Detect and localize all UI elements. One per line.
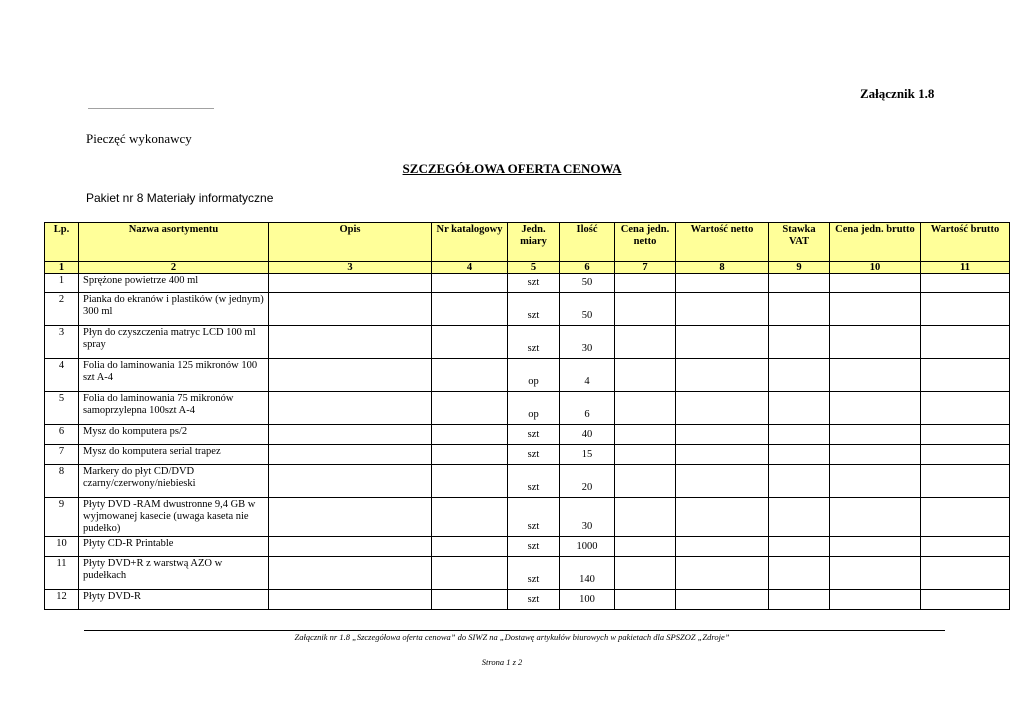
description-cell bbox=[269, 392, 432, 425]
quantity: 20 bbox=[560, 465, 615, 498]
column-number: 6 bbox=[560, 262, 615, 274]
unit-of-measure: szt bbox=[508, 498, 560, 537]
column-header: Ilość bbox=[560, 223, 615, 262]
column-header: Cena jedn. netto bbox=[615, 223, 676, 262]
net-value-cell bbox=[676, 274, 769, 293]
quantity: 6 bbox=[560, 392, 615, 425]
unit-gross-price-cell bbox=[830, 274, 921, 293]
gross-value-cell bbox=[921, 537, 1010, 557]
table-row bbox=[45, 274, 1010, 293]
description-cell bbox=[269, 293, 432, 326]
vat-rate-cell bbox=[769, 392, 830, 425]
description-cell bbox=[269, 537, 432, 557]
table-row bbox=[45, 326, 1010, 359]
description-cell bbox=[269, 425, 432, 445]
quantity: 30 bbox=[560, 326, 615, 359]
unit-gross-price-cell bbox=[830, 425, 921, 445]
annex-label: Załącznik 1.8 bbox=[860, 86, 935, 101]
row-number: 4 bbox=[45, 359, 79, 392]
table-row bbox=[45, 392, 1010, 425]
unit-gross-price-cell bbox=[830, 557, 921, 590]
gross-value-cell bbox=[921, 445, 1010, 465]
item-name: Płyty DVD-R bbox=[79, 590, 269, 610]
unit-gross-price-cell bbox=[830, 590, 921, 610]
quantity: 1000 bbox=[560, 537, 615, 557]
gross-value-cell bbox=[921, 465, 1010, 498]
item-name: Pianka do ekranów i plastików (w jednym) 300 ml bbox=[79, 293, 269, 326]
unit-of-measure: szt bbox=[508, 590, 560, 610]
quantity: 140 bbox=[560, 557, 615, 590]
column-number: 9 bbox=[769, 262, 830, 274]
column-number: 8 bbox=[676, 262, 769, 274]
unit-gross-price-cell bbox=[830, 498, 921, 537]
description-cell bbox=[269, 465, 432, 498]
unit-of-measure: szt bbox=[508, 465, 560, 498]
vat-rate-cell bbox=[769, 445, 830, 465]
description-cell bbox=[269, 274, 432, 293]
gross-value-cell bbox=[921, 359, 1010, 392]
item-name: Folia do laminowania 125 mikronów 100 szt A-4 bbox=[79, 359, 269, 392]
row-number: 9 bbox=[45, 498, 79, 537]
unit-of-measure: szt bbox=[508, 293, 560, 326]
stamp-dotted-line: ............................................................... bbox=[88, 102, 214, 111]
gross-value-cell bbox=[921, 425, 1010, 445]
vat-rate-cell bbox=[769, 425, 830, 445]
catalog-number-cell bbox=[432, 274, 508, 293]
column-number: 5 bbox=[508, 262, 560, 274]
net-value-cell bbox=[676, 326, 769, 359]
description-cell bbox=[269, 557, 432, 590]
unit-net-price-cell bbox=[615, 557, 676, 590]
quantity: 100 bbox=[560, 590, 615, 610]
vat-rate-cell bbox=[769, 293, 830, 326]
item-name: Sprężone powietrze 400 ml bbox=[79, 274, 269, 293]
column-number: 7 bbox=[615, 262, 676, 274]
quantity: 4 bbox=[560, 359, 615, 392]
column-header: Wartość brutto bbox=[921, 223, 1010, 262]
item-name: Markery do płyt CD/DVD czarny/czerwony/niebieski bbox=[79, 465, 269, 498]
net-value-cell bbox=[676, 537, 769, 557]
column-header: Opis bbox=[269, 223, 432, 262]
unit-net-price-cell bbox=[615, 425, 676, 445]
description-cell bbox=[269, 326, 432, 359]
unit-net-price-cell bbox=[615, 445, 676, 465]
catalog-number-cell bbox=[432, 557, 508, 590]
description-cell bbox=[269, 445, 432, 465]
unit-net-price-cell bbox=[615, 465, 676, 498]
table-row bbox=[45, 465, 1010, 498]
table-row bbox=[45, 445, 1010, 465]
column-header: Nazwa asortymentu bbox=[79, 223, 269, 262]
net-value-cell bbox=[676, 359, 769, 392]
item-name: Folia do laminowania 75 mikronów samoprzylepna 100szt A-4 bbox=[79, 392, 269, 425]
unit-net-price-cell bbox=[615, 392, 676, 425]
net-value-cell bbox=[676, 557, 769, 590]
vat-rate-cell bbox=[769, 274, 830, 293]
row-number: 3 bbox=[45, 326, 79, 359]
item-name: Płyty CD-R Printable bbox=[79, 537, 269, 557]
vat-rate-cell bbox=[769, 590, 830, 610]
column-number: 3 bbox=[269, 262, 432, 274]
unit-gross-price-cell bbox=[830, 293, 921, 326]
catalog-number-cell bbox=[432, 425, 508, 445]
item-name: Mysz do komputera serial trapez bbox=[79, 445, 269, 465]
unit-of-measure: szt bbox=[508, 326, 560, 359]
quantity: 50 bbox=[560, 293, 615, 326]
unit-net-price-cell bbox=[615, 498, 676, 537]
vat-rate-cell bbox=[769, 326, 830, 359]
description-cell bbox=[269, 359, 432, 392]
column-header: Nr katalogowy bbox=[432, 223, 508, 262]
column-header: Cena jedn. brutto bbox=[830, 223, 921, 262]
price-offer-table bbox=[44, 222, 1010, 610]
net-value-cell bbox=[676, 590, 769, 610]
unit-of-measure: op bbox=[508, 392, 560, 425]
item-name: Płyty DVD -RAM dwustronne 9,4 GB w wyjmowanej kasecie (uwaga kaseta nie pudełko) bbox=[79, 498, 269, 537]
vat-rate-cell bbox=[769, 557, 830, 590]
unit-gross-price-cell bbox=[830, 445, 921, 465]
item-name: Płyty DVD+R z warstwą AZO w pudełkach bbox=[79, 557, 269, 590]
quantity: 40 bbox=[560, 425, 615, 445]
column-number: 2 bbox=[79, 262, 269, 274]
column-number: 4 bbox=[432, 262, 508, 274]
unit-of-measure: op bbox=[508, 359, 560, 392]
unit-of-measure: szt bbox=[508, 445, 560, 465]
column-header: Jedn. miary bbox=[508, 223, 560, 262]
catalog-number-cell bbox=[432, 326, 508, 359]
row-number: 1 bbox=[45, 274, 79, 293]
unit-net-price-cell bbox=[615, 293, 676, 326]
quantity: 50 bbox=[560, 274, 615, 293]
row-number: 10 bbox=[45, 537, 79, 557]
gross-value-cell bbox=[921, 557, 1010, 590]
page-number: Strona 1 z 2 bbox=[481, 657, 523, 667]
document-title: SZCZEGÓŁOWA OFERTA CENOWA bbox=[402, 161, 622, 176]
gross-value-cell bbox=[921, 293, 1010, 326]
unit-of-measure: szt bbox=[508, 537, 560, 557]
unit-net-price-cell bbox=[615, 359, 676, 392]
net-value-cell bbox=[676, 445, 769, 465]
net-value-cell bbox=[676, 425, 769, 445]
row-number: 6 bbox=[45, 425, 79, 445]
footer-divider bbox=[84, 630, 945, 631]
gross-value-cell bbox=[921, 326, 1010, 359]
column-number: 1 bbox=[45, 262, 79, 274]
row-number: 7 bbox=[45, 445, 79, 465]
net-value-cell bbox=[676, 498, 769, 537]
item-name: Mysz do komputera ps/2 bbox=[79, 425, 269, 445]
column-header: Wartość netto bbox=[676, 223, 769, 262]
table-row bbox=[45, 537, 1010, 557]
net-value-cell bbox=[676, 293, 769, 326]
unit-of-measure: szt bbox=[508, 274, 560, 293]
stamp-label: Pieczęć wykonawcy bbox=[86, 131, 192, 146]
vat-rate-cell bbox=[769, 465, 830, 498]
description-cell bbox=[269, 498, 432, 537]
unit-net-price-cell bbox=[615, 326, 676, 359]
row-number: 11 bbox=[45, 557, 79, 590]
vat-rate-cell bbox=[769, 359, 830, 392]
table-header-row bbox=[45, 223, 1010, 262]
row-number: 12 bbox=[45, 590, 79, 610]
catalog-number-cell bbox=[432, 498, 508, 537]
gross-value-cell bbox=[921, 392, 1010, 425]
column-number: 10 bbox=[830, 262, 921, 274]
net-value-cell bbox=[676, 392, 769, 425]
table-row bbox=[45, 498, 1010, 537]
row-number: 2 bbox=[45, 293, 79, 326]
unit-gross-price-cell bbox=[830, 392, 921, 425]
table-row bbox=[45, 359, 1010, 392]
gross-value-cell bbox=[921, 590, 1010, 610]
unit-net-price-cell bbox=[615, 537, 676, 557]
unit-gross-price-cell bbox=[830, 537, 921, 557]
column-number: 11 bbox=[921, 262, 1010, 274]
catalog-number-cell bbox=[432, 359, 508, 392]
unit-net-price-cell bbox=[615, 590, 676, 610]
quantity: 30 bbox=[560, 498, 615, 537]
net-value-cell bbox=[676, 465, 769, 498]
catalog-number-cell bbox=[432, 293, 508, 326]
unit-of-measure: szt bbox=[508, 557, 560, 590]
unit-gross-price-cell bbox=[830, 326, 921, 359]
vat-rate-cell bbox=[769, 498, 830, 537]
unit-gross-price-cell bbox=[830, 465, 921, 498]
catalog-number-cell bbox=[432, 465, 508, 498]
catalog-number-cell bbox=[432, 537, 508, 557]
unit-gross-price-cell bbox=[830, 359, 921, 392]
column-header: Lp. bbox=[45, 223, 79, 262]
vat-rate-cell bbox=[769, 537, 830, 557]
table-row bbox=[45, 557, 1010, 590]
unit-net-price-cell bbox=[615, 274, 676, 293]
column-header: Stawka VAT bbox=[769, 223, 830, 262]
table-row bbox=[45, 590, 1010, 610]
table-row bbox=[45, 425, 1010, 445]
gross-value-cell bbox=[921, 498, 1010, 537]
footer-text: Załącznik nr 1.8 „Szczegółowa oferta cenowa” do SIWZ na „Dostawę artykułów biurowych w pakietach dla SPSZOZ „Zdroje” bbox=[294, 632, 730, 642]
catalog-number-cell bbox=[432, 392, 508, 425]
gross-value-cell bbox=[921, 274, 1010, 293]
unit-of-measure: szt bbox=[508, 425, 560, 445]
column-number-row bbox=[45, 262, 1010, 274]
catalog-number-cell bbox=[432, 590, 508, 610]
quantity: 15 bbox=[560, 445, 615, 465]
item-name: Płyn do czyszczenia matryc LCD 100 ml spray bbox=[79, 326, 269, 359]
catalog-number-cell bbox=[432, 445, 508, 465]
row-number: 5 bbox=[45, 392, 79, 425]
description-cell bbox=[269, 590, 432, 610]
row-number: 8 bbox=[45, 465, 79, 498]
table-row bbox=[45, 293, 1010, 326]
package-label: Pakiet nr 8 Materiały informatyczne bbox=[86, 191, 274, 205]
